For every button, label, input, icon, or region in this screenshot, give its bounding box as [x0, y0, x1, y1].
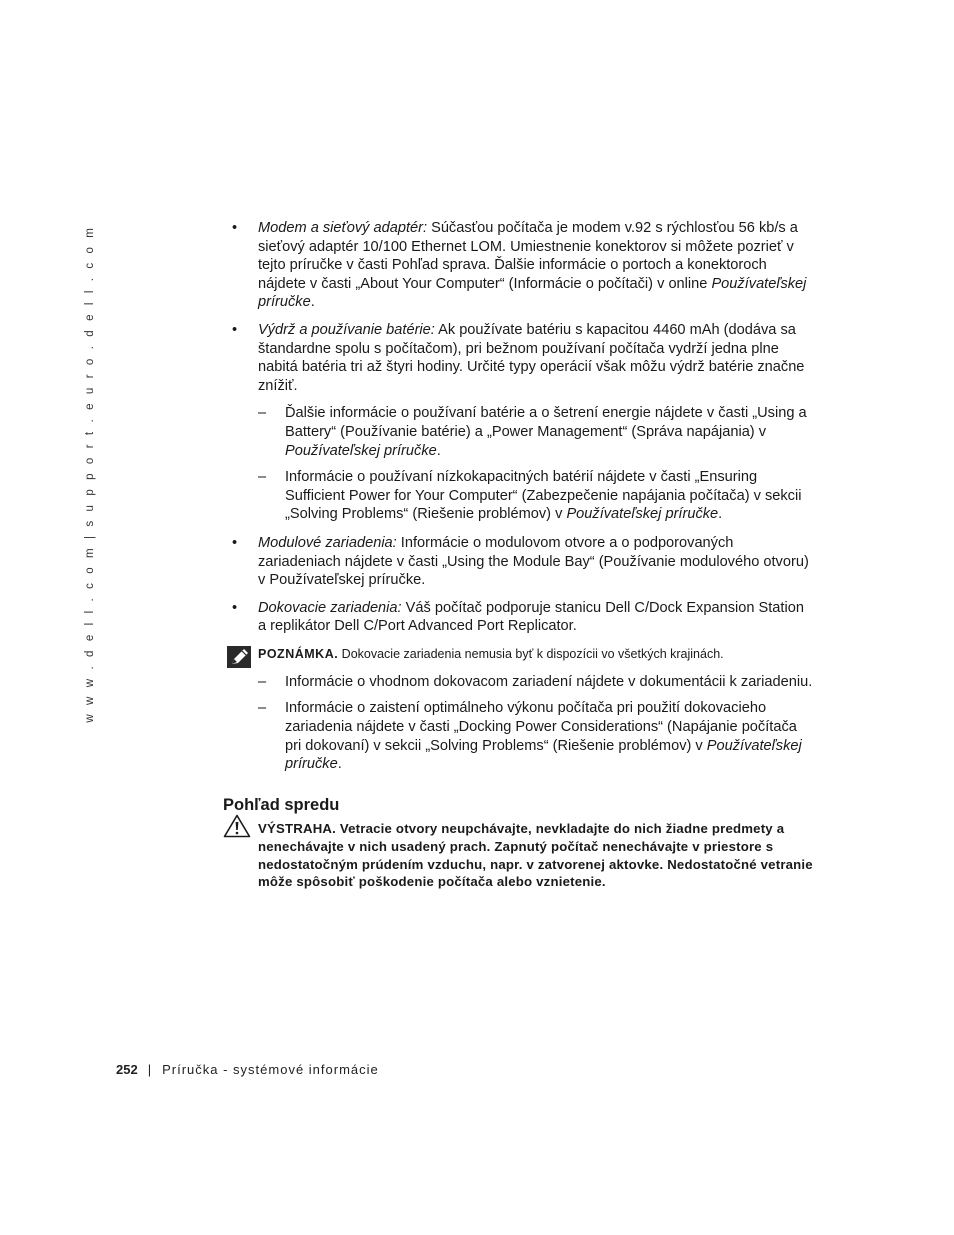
note-text: Dokovacie zariadenia nemusia byť k dispozícii vo všetkých krajinách.: [338, 646, 724, 661]
bullet-end: .: [310, 294, 315, 311]
bullet-mark: •: [232, 599, 238, 616]
bullet-item-docking: [225, 599, 815, 636]
bullet-text: Váš počítač podporuje stanicu Dell C/Dock Expansion Station a replikátor Dell C/Port Advanced Port Replicator.: [258, 599, 804, 635]
bullet-term: Modulové zariadenia:: [258, 534, 397, 551]
page-number: 252: [116, 1062, 138, 1077]
bullet-term: Výdrž a používanie batérie:: [258, 321, 435, 338]
bullet-text: Informácie o modulovom otvore a o podporovaných zariadeniach nájdete v časti „Using the Module Bay“ (Používanie modulového otvoru) v Používateľskej príručke.: [258, 534, 809, 589]
bullet-ref: Používateľskej príručke: [258, 275, 807, 311]
bullet-term: Modem a sieťový adaptér:: [258, 220, 428, 236]
dash-item-low-capacity: [225, 468, 815, 524]
bullet-term: Dokovacie zariadenia:: [258, 599, 402, 616]
warning-label: VÝSTRAHA.: [258, 821, 337, 837]
bullet-mark: •: [232, 220, 238, 236]
dash-mark: –: [258, 700, 267, 717]
section-heading: Pohľad spredu: [223, 795, 340, 814]
dash-text: Informácie o používaní nízkokapacitných batérií nájdete v časti „Ensuring Sufficient Power for Your Computer“ (Zabezpečenie napájania počítača) v sekcii „Solving Problems“ (Riešenie problémov) v: [285, 469, 802, 523]
footer-separator: |: [147, 1062, 153, 1077]
note-label: POZNÁMKA.: [258, 646, 339, 661]
warning-triangle-icon: [223, 814, 251, 838]
warning: [225, 820, 815, 890]
bullet-text: Ak používate batériu s kapacitou 4460 mAh (dodáva sa štandardne spolu s počítačom), pri bežnom používaní počítača vydrží jedna plne nabitá batéria tri až štyri hodiny. Určité typy operácií však môžu výdrž batérie značne znížiť.: [258, 321, 805, 394]
dash-text: Informácie o vhodnom dokovacom zariadení nájdete v dokumentácii k zariadeniu.: [285, 673, 813, 690]
bullet-item-battery: [225, 321, 815, 395]
side-url: w w w . d e l l . c o m | s u p p o r t . e u r o . d e l l . c o m: [84, 225, 96, 723]
dash-ref: Používateľskej príručke: [285, 737, 802, 773]
warning-text: Vetracie otvory neupchávajte, nevkladajte do nich žiadne predmety a nenechávajte v nich usadený prach. Zapnutý počítač nenechávajte v priestore s nedostatočným prúdením vzduchu, napr. v zatvorenej aktovke. Nedostatočné vetranie môže spôsobiť poškodenie počítača alebo vznietenie.: [258, 821, 813, 890]
dash-ref: Používateľskej príručke: [566, 506, 719, 523]
dash-text: Informácie o zaistení optimálneho výkonu počítača pri použití dokovacieho zariadenia nájdete v časti „Docking Power Considerations“ (Napájanie počítača pri dokovaní) v sekcii „Solving Problems“ (Riešenie problémov) v: [285, 700, 797, 754]
page-footer: [116, 1062, 379, 1077]
note: [225, 646, 815, 663]
dash-item-battery-info: [225, 404, 815, 460]
bullet-text: Súčasťou počítača je modem v.92 s rýchlosťou 56 kb/s a sieťový adaptér 10/100 Ethernet LOM. Umiestnenie konektorov si môžete pozrieť v tejto príručke v časti Pohľad sprava. Ďalšie informácie o portoch a konektoroch nájdete v časti „About Your Computer“ (Informácie o počítači) v online: [258, 220, 798, 292]
main-content: [225, 219, 815, 891]
bullet-item-modem: [225, 219, 815, 312]
dash-item-docking-power: [225, 699, 815, 773]
pencil-note-icon: [227, 646, 251, 668]
footer-title: Príručka - systémové informácie: [162, 1062, 379, 1077]
bullet-mark: •: [232, 321, 238, 338]
dash-mark: –: [258, 673, 267, 690]
dash-mark: –: [258, 469, 267, 486]
dash-item-docking-doc: [225, 673, 815, 692]
dash-text: Ďalšie informácie o používaní batérie a o šetrení energie nájdete v časti „Using a Battery“ (Používanie batérie) a „Power Management“ (Správa napájania) v: [285, 405, 807, 440]
dash-end: .: [436, 442, 441, 459]
bullet-mark: •: [232, 534, 238, 551]
dash-end: .: [337, 756, 342, 773]
dash-ref: Používateľskej príručke: [285, 442, 437, 459]
dash-end: .: [718, 506, 723, 523]
dash-mark: –: [258, 405, 267, 422]
bullet-item-module: [225, 534, 815, 590]
